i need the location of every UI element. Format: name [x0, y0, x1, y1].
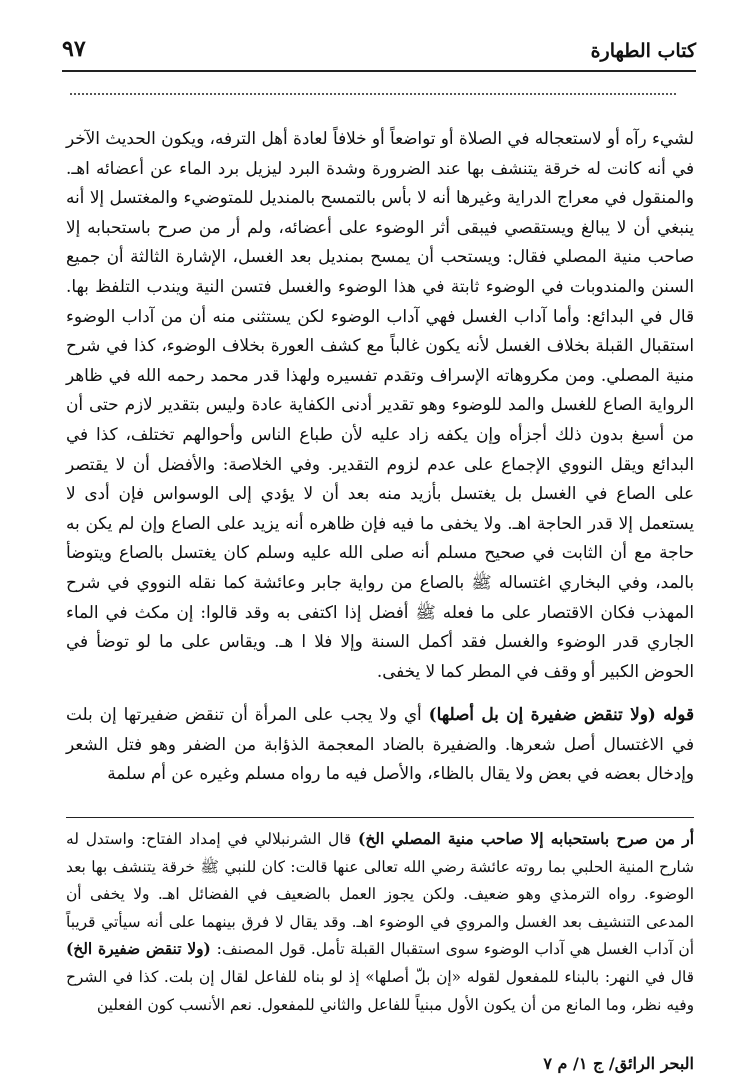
footnote-line: وفيه نظر، وما المانع من أن يكون الأول مبنياً للفاعل والثاني للمفعول. نعم الأنسب كون الفعلين — [96, 995, 694, 1014]
footnote-line: قال الشرنبلالي في إمداد الفتاح: واستدل له — [66, 830, 359, 848]
text-line: لشيء رآه أو لاستعجاله في الصلاة أو تواضعاً أو خلافاً لعادة أهل الترفه، ويكون الحديث — [105, 128, 694, 148]
text-line: الحوض الكبير أو وقف في المطر كما لا يخفى. — [376, 660, 694, 681]
footnote-line: شارح المنية الحلبي بما روته عائشة رضي الله تعالى عنها قالت: كان للنبي ﷺ خرقة يتنشف بها بعد — [66, 857, 694, 876]
footnote-line: الوضوء. رواه الترمذي وهو ضعيف. ولكن يجوز العمل بالضعيف في الفضائل اهـ. ولا يخفى أن — [66, 885, 694, 904]
dotted-divider — [70, 93, 676, 95]
footnote-heading: أر من صرح باستحبابه إلا صاحب منية المصلي الخ) — [358, 830, 694, 848]
text-line: حتى أن من أسبغ بدون ذلك أجزأه وإن يكفه زاد عليه لأن طباع الناس وأحوالهم تختلف، — [66, 394, 694, 444]
text-line: وإدخال بعضه في بعض ولا يقال بالظاء، والأصل فيه ما رواه مسلم وغيره عن أم سلمة — [107, 763, 694, 784]
text-line: في ظاهر الرواية الصاع للغسل والمد للوضوء وهو تقدير أدنى الكفاية عادة وليس بتقدير لازم — [66, 364, 694, 415]
footnote-block — [66, 826, 694, 1019]
text-line: اهـ. والمنقول في معراج الدراية وغيرها أنه لا بأس بالتمسح بالمنديل للمتوضيء والمغتسل إلا — [66, 157, 694, 208]
text-line: إلا صاحب منية المصلي فقال: ويستحب أن يمسح بمنديل بعد الغسل، الإشارة الثالثة أن — [66, 216, 694, 267]
footnote-line: قال في النهر: بالبناء للمفعول لقوله «إن بلّ أصلها» إذ لو بناه للفاعل لقال إن بلت. كذا في الشرح — [66, 967, 694, 986]
text-line: بها. قال في البدائع: وأما آداب الغسل فهي آداب الوضوء لكن يستثنى منه أن من آداب — [66, 275, 694, 326]
quoted-matn: قوله (ولا تنقض ضفيرة إن بل أصلها) — [428, 704, 695, 725]
footnote-paragraph — [66, 826, 694, 1019]
paragraph-2 — [66, 700, 694, 789]
footnote-line: آداب الغسل هي آداب الوضوء سوى استقبال القبلة تأمل. قول المصنف: — [216, 940, 674, 959]
main-text — [66, 124, 694, 789]
text-line: كذا في شرح منية المصلي. ومن مكروهاته الإسراف وتقدم تفسيره ولهذا قدر محمد رحمه الله — [66, 335, 695, 385]
text-line: بلت في الاغتسال أصل شعرها. والضفيرة بالضاد المعجمة الذؤابة من الضفر وهو فتل الشعر — [66, 704, 694, 754]
page-number: ٩٧ — [62, 36, 86, 62]
text-line: المهذب فكان الاقتصار على ما فعله ﷺ أفضل إذا اكتفى به وقد قالوا: إن مكث في الماء — [66, 601, 694, 622]
text-line: بالمد، وفي البخاري اغتساله ﷺ بالصاع من رواية جابر وعائشة كما نقله النووي في شرح — [66, 571, 694, 592]
footnote-separator — [66, 817, 694, 818]
header-rule — [62, 70, 696, 72]
text-line: الوضوء استقبال القبلة بخلاف الغسل لأنه يكون غالباً مع كشف العورة بخلاف الوضوء، — [66, 305, 694, 356]
text-line: كذا في البدائع ويقل النووي الإجماع على عدم لزوم التقدير. وفي الخلاصة: والأفضل أن لا — [66, 423, 694, 474]
text-line: الجاري قدر الوضوء والغسل فقد أكمل السنة وإلا فلا ا هـ. ويقاس على ما لو توضأ في — [66, 631, 694, 652]
footnote-heading: (ولا تنقض ضفيرة الخ) — [66, 940, 217, 959]
paragraph-1 — [66, 124, 694, 686]
text-line: يقتصر على الصاع في الغسل بل يغتسل بأزيد منه بعد أن لا يؤدي إلى الوسواس فإن أدى لا — [66, 453, 694, 504]
page-signature: البحر الرائق/ ج ١/ م ٧ — [543, 1054, 694, 1073]
text-line: حاجة مع أن الثابت في صحيح مسلم أنه صلى الله عليه وسلم كان يغتسل بالصاع ويتوضأ — [66, 542, 694, 563]
footnote-line: المدعى التنشيف بعد الغسل والمروي في الوضوء اهـ. وقد يقال لا فرق بينهما على أنه سيأتي قريباً أن — [66, 912, 694, 959]
text-line: جميع السنن والمندوبات في الوضوء ثابتة في هذا الوضوء والغسل فتسن النية ويندب التلفظ — [66, 246, 694, 296]
chapter-title: كتاب الطهارة — [590, 40, 696, 62]
text-line: الآخر في أنه كانت له خرقة يتنشف بها عند الضرورة وشدة البرد ليزيل برد الماء عن أعضائه — [66, 128, 694, 178]
text-line: أي ولا يجب على المرأة أن تنقض ضفيرتها إن — [99, 704, 429, 725]
text-line: أنه ينبغي أن لا يبالغ ويستقصي فيبقى أثر الوضوء على أعضائه، ولم أر من صرح باستحبابه — [66, 187, 694, 237]
text-line: يستعمل إلا قدر الحاجة اهـ. ولا يخفى ما فيه فإن ظاهره أنه يزيد على الصاع وإن لم يكن به — [66, 512, 694, 533]
page-header — [62, 30, 696, 70]
